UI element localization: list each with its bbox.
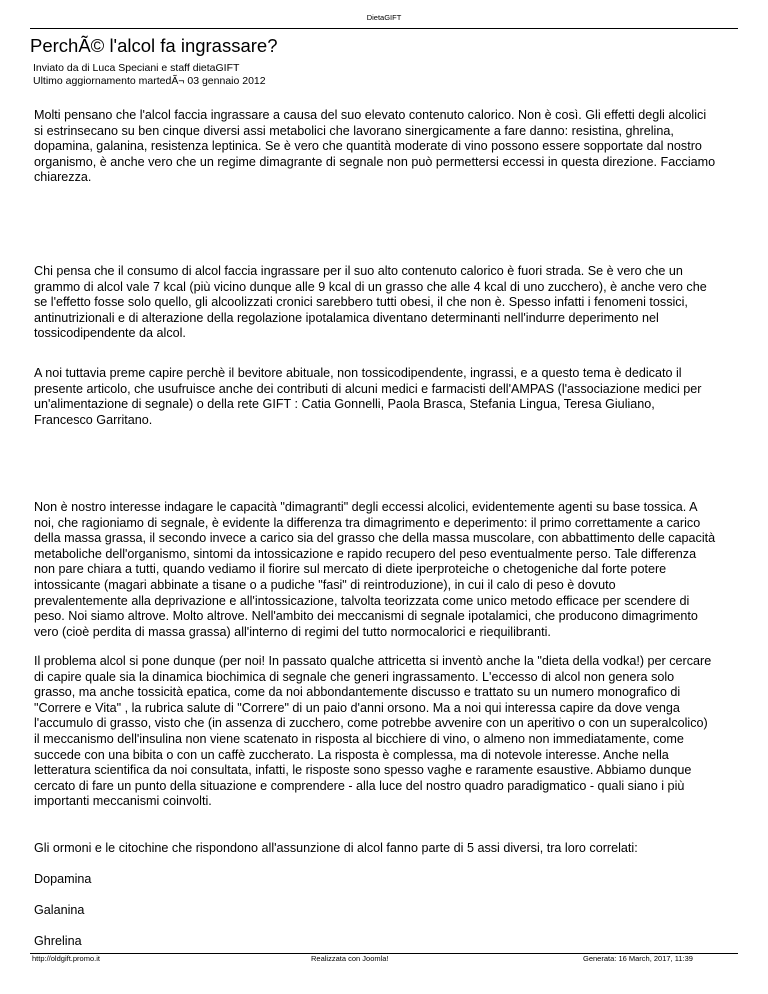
header-divider — [30, 28, 738, 29]
list-item-ghrelina: Ghrelina — [34, 934, 82, 948]
paragraph-intro: Molti pensano che l'alcol faccia ingrassare a causa del suo elevato contenuto calorico. Non è così. Gli effetti degli alcolici si estrinsecano su ben cinque diversi assi metabolici che lavorano sinergicamente a fare danno: resistina, ghrelina, dopamina, galanina, resistenza leptinica. Se è vero che quantità moderate di vino possono essere sopportate dal nostro organismo, è anche vero che un regime dimagrante di segnale non può permettersi eccessi in questa direzione. Facciamo chiarezza. — [34, 108, 716, 185]
author-line: Inviato da di Luca Speciani e staff dietaGIFT — [33, 62, 240, 74]
footer-powered-by: Realizzata con Joomla! — [311, 954, 389, 963]
list-item-dopamina: Dopamina — [34, 872, 92, 886]
updated-line: Ultimo aggiornamento martedÃ¬ 03 gennaio 2012 — [33, 74, 266, 87]
footer-generated-date: Generata: 16 March, 2017, 11:39 — [583, 954, 693, 963]
paragraph-problem: Il problema alcol si pone dunque (per noi! In passato qualche attricetta si inventò anche la "dieta della vodka!) per cercare di capire quale sia la dinamica biochimica di segnale che generi ingrassamento. L'eccesso di alcol non genera solo grasso, ma anche tossicità epatica, come da noi abbondantemente discusso e trattato su un numero monografico di "Correre e Vita" , la rubrica salute di "Correre" di un paio d'anni orsono. Ma a noi qui interessa capire da dove venga l'accumulo di grasso, visto che (in assenza di zucchero, come potrebbe avvenire con un aperitivo o con un superalcolico) il meccanismo dell'insulina non viene scatenato in risposta al bicchiere di vino, o almeno non immediatamente, come succede con una bibita o con un caffè zuccherato. La risposta è complessa, ma di notevole interesse. Anche nella letteratura scientifica da noi consultata, infatti, le risposte sono spesso vaghe e raramente esaustive. Abbiamo dunque cercato di fare un punto della situazione e comprendere - alla luce del nostro quadro paradigmatico - quali siano i più importanti meccanismi coinvolti. — [34, 654, 712, 809]
paragraph-calories: Chi pensa che il consumo di alcol faccia ingrassare per il suo alto contenuto calorico è fuori strada. Se è vero che un grammo di alcol vale 7 kcal (più vicino dunque alle 9 kcal di un grasso che alle 4 kcal di uno zucchero), è anche vero che se l'effetto fosse solo quello, gli alcoolizzati cronici sarebbero tutti obesi, il che non è. Spesso infatti i fenomeni tossici, antinutrizionali e di alterazione della regolazione ipotalamica diventano determinanti nell'indurre deperimento nel tossicodipendente da alcol. — [34, 264, 707, 341]
paragraph-axes-intro: Gli ormoni e le citochine che rispondono all'assunzione di alcol fanno parte di 5 assi diversi, tra loro correlati: — [34, 841, 638, 855]
page-header-site-name: DietaGIFT — [366, 13, 402, 22]
paragraph-deperimento: Non è nostro interesse indagare le capacità "dimagranti" degli eccessi alcolici, evidentemente agenti su base tossica. A noi, che ragioniamo di segnale, è evidente la differenza tra dimagrimento e deperimento: il primo correttamente a carico della massa grassa, il secondo invece a carico sia del grasso che della massa muscolare, con abbattimento delle capacità metaboliche dell'organismo, sintomi da intossicazione e rapido recupero del peso eventualmente perso. Tale differenza non pare chiara a tutti, quando vediamo il fiorire sul mercato di diete iperproteiche o chetogeniche dal forte potere intossicante (magari abbinate a tisane o a pudiche "fasi" di reintroduzione), in cui il calo di peso è dovuto prevalentemente alla deprivazione e all'intossicazione, talvolta teorizzata come unico metodo efficace per scendere di peso. Noi siamo altrove. Molto altrove. Nell'ambito dei meccanismi di segnale ipotalamici, che producono dimagrimento vero (cioè perdita di massa grassa) all'interno di regimi del tutto normocalorici e riequilibranti. — [34, 500, 716, 639]
article-title: PerchÃ© l'alcol fa ingrassare? — [30, 35, 278, 56]
list-item-galanina: Galanina — [34, 903, 85, 917]
article-meta — [33, 62, 266, 87]
paragraph-purpose: A noi tuttavia preme capire perchè il bevitore abituale, non tossicodipendente, ingrassi, e a questo tema è dedicato il presente articolo, che usufruisce anche dei contributi di alcuni medici e farmacisti dell'AMPAS (l'associazione medici per un'alimentazione di segnale) o della rete GIFT : Catia Gonnelli, Paola Brasca, Stefania Lingua, Teresa Giuliano, Francesco Garritano. — [34, 366, 702, 427]
footer-url: http://oldgift.promo.it — [32, 954, 100, 963]
